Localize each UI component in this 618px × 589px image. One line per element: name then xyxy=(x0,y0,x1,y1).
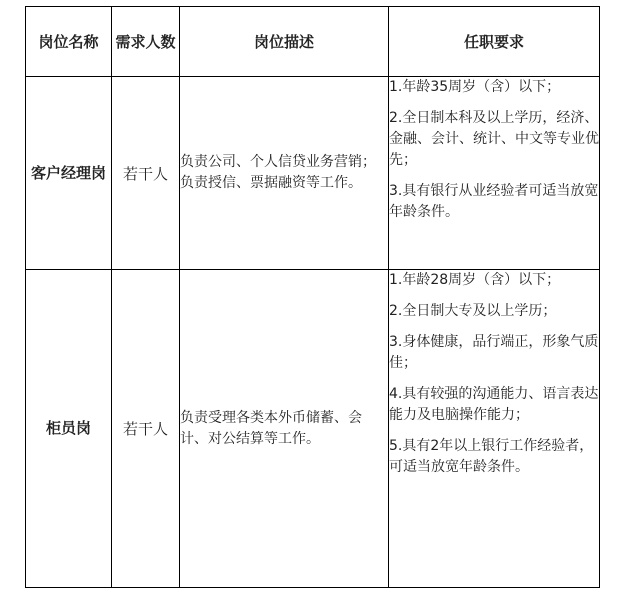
requirement-item: 1.年龄28周岁（含）以下； xyxy=(389,272,561,288)
requirement-item: 3.具有银行从业经验者可适当放宽年龄条件。 xyxy=(389,183,599,220)
position-requirements xyxy=(389,77,600,270)
header-headcount: 需求人数 xyxy=(112,7,180,77)
position-name: 柜员岗 xyxy=(26,270,112,588)
headcount: 若干人 xyxy=(112,77,180,270)
requirement-item: 3.身体健康，品行端正，形象气质佳； xyxy=(389,334,599,371)
job-requirements-table xyxy=(25,6,600,588)
header-requirements: 任职要求 xyxy=(389,7,600,77)
table-header-row xyxy=(26,7,600,77)
requirement-item: 4.具有较强的沟通能力、语言表达能力及电脑操作能力； xyxy=(389,386,599,423)
table-row xyxy=(26,77,600,270)
headcount: 若干人 xyxy=(112,270,180,588)
header-description: 岗位描述 xyxy=(180,7,389,77)
position-name: 客户经理岗 xyxy=(26,77,112,270)
requirement-item: 1.年龄35周岁（含）以下； xyxy=(389,79,561,95)
position-requirements xyxy=(389,270,600,588)
requirement-item: 2.全日制大专及以上学历； xyxy=(389,303,557,319)
position-description: 负责受理各类本外币储蓄、会计、对公结算等工作。 xyxy=(180,270,389,588)
requirement-item: 5.具有2年以上银行工作经验者，可适当放宽年龄条件。 xyxy=(389,438,594,475)
header-position-name: 岗位名称 xyxy=(26,7,112,77)
requirement-item: 2.全日制本科及以上学历，经济、金融、会计、统计、中文等专业优先； xyxy=(389,110,599,168)
table-row xyxy=(26,270,600,588)
position-description: 负责公司、个人信贷业务营销；负责授信、票据融资等工作。 xyxy=(180,77,389,270)
